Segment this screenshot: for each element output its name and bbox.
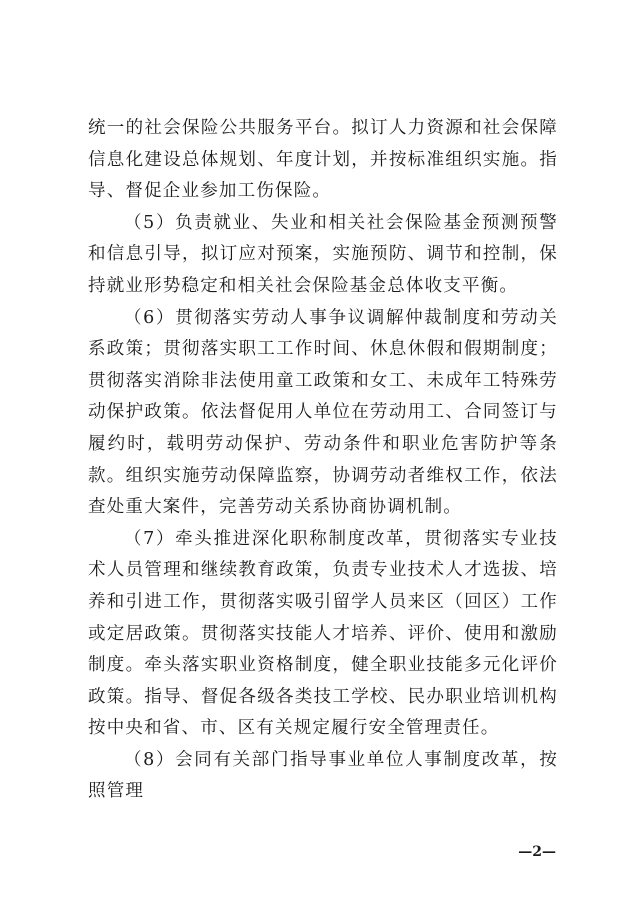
page-number: —2— [518,844,556,860]
body-text [88,113,558,808]
paragraph-4: （7）牵头推进深化职称制度改革，贯彻落实专业技术人员管理和继续教育政策，负责专业技术人才选拔、培养和引进工作，贯彻落实吸引留学人员来区（回区）工作或定居政策。贯彻落实技能人才培养、评价、使用和激励制度。牵头落实职业资格制度，健全职业技能多元化评价政策。指导、督促各级各类技工学校、民办职业培训机构按中央和省、市、区有关规定履行安全管理责任。 [88,528,558,739]
paragraph-2: （5）负责就业、失业和相关社会保险基金预测预警和信息引导，拟订应对预案，实施预防、调节和控制，保持就业形势稳定和相关社会保险基金总体收支平衡。 [88,212,558,296]
paragraph-1: 统一的社会保险公共服务平台。拟订人力资源和社会保障信息化建设总体规划、年度计划，并按标准组织实施。指导、督促企业参加工伤保险。 [88,118,558,202]
paragraph-3: （6）贯彻落实劳动人事争议调解仲裁制度和劳动关系政策；贯彻落实职工工作时间、休息休假和假期制度；贯彻落实消除非法使用童工政策和女工、未成年工特殊劳动保护政策。依法督促用人单位在劳动用工、合同签订与履约时，载明劳动保护、劳动条件和职业危害防护等条款。组织实施劳动保障监察，协调劳动者维权工作，依法查处重大案件，完善劳动关系协商协调机制。 [88,307,558,518]
paragraph-5: （8）会同有关部门指导事业单位人事制度改革，按照管理 [88,749,558,802]
